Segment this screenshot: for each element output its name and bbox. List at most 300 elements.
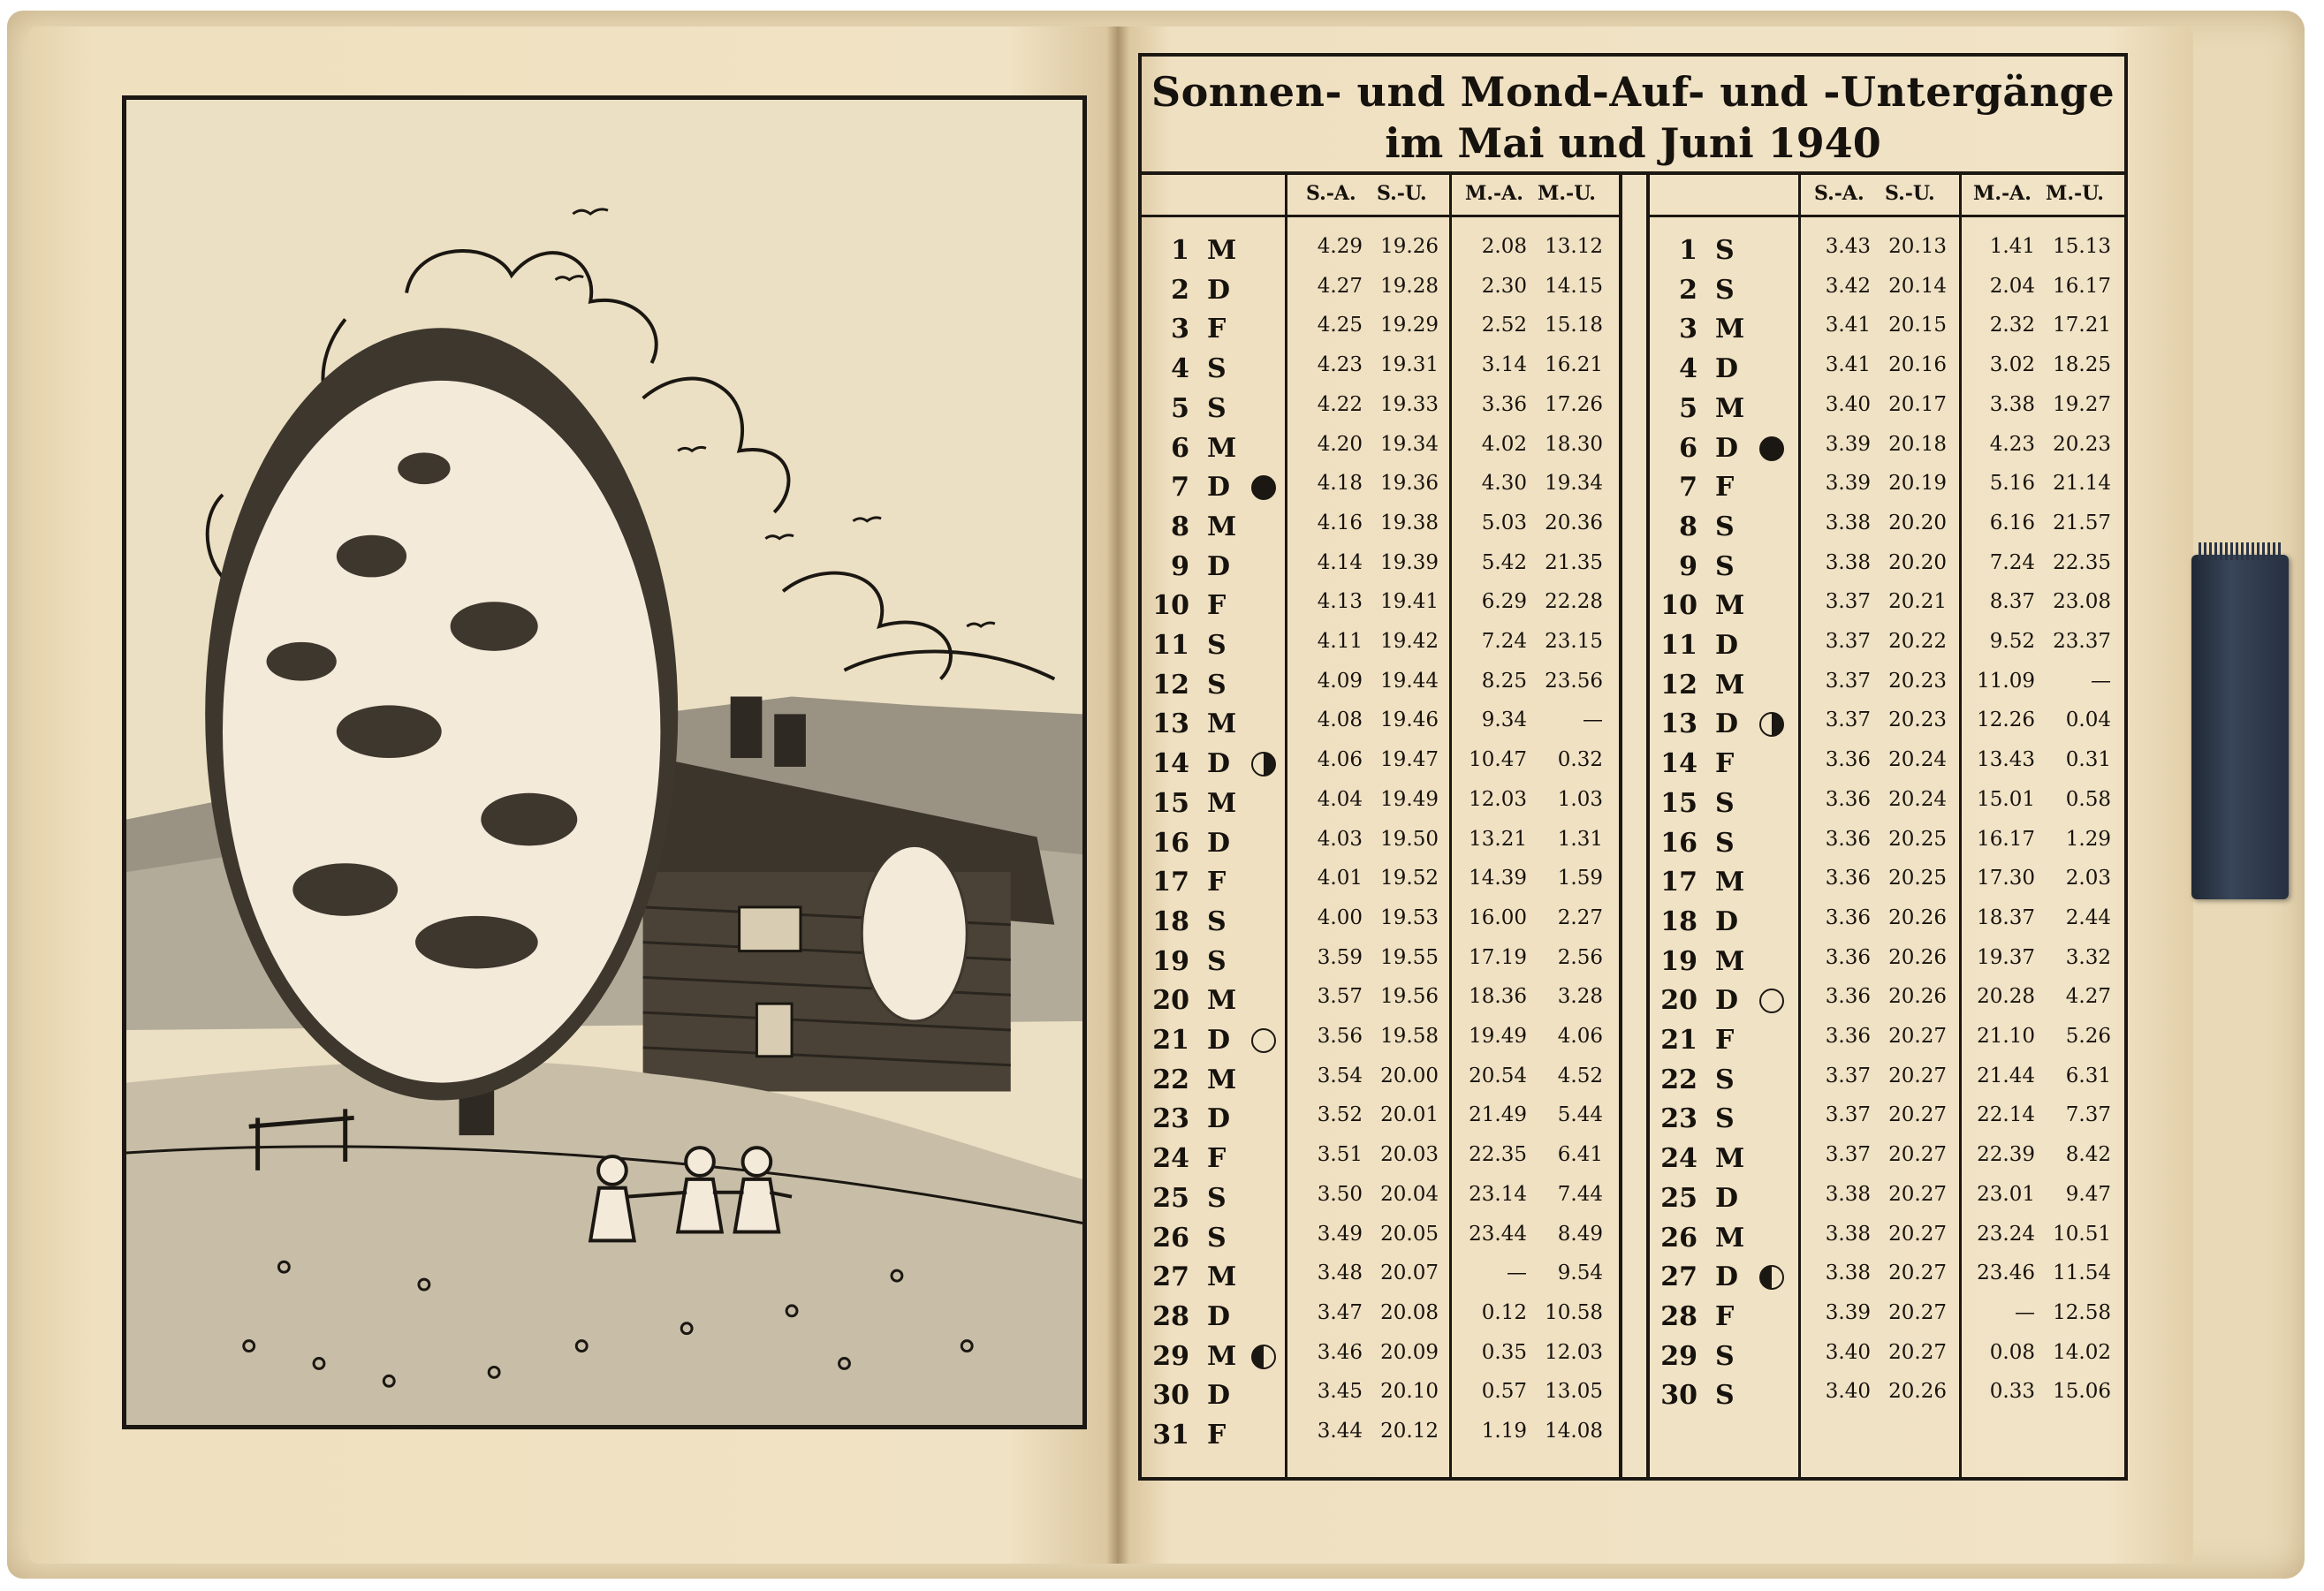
sunrise-time: 3.37: [1825, 708, 1871, 732]
weekday-letter: S: [1207, 630, 1227, 661]
moonset-time: 23.08: [2053, 590, 2111, 614]
moonrise-time: 3.36: [1481, 392, 1527, 416]
weekday-letter: F: [1207, 590, 1227, 622]
day-number: 8: [1679, 511, 1697, 542]
moonset-time: 23.56: [1545, 669, 1603, 693]
month-divider: [1619, 175, 1650, 1477]
day-number: 27: [1152, 1261, 1189, 1293]
table-row: [1650, 861, 2124, 901]
moonrise-time: 5.42: [1481, 550, 1527, 574]
june-header-row: [1650, 175, 2124, 217]
moonrise-time: 4.02: [1481, 432, 1527, 456]
sunset-time: 20.19: [1888, 472, 1947, 496]
table-row: [1142, 428, 1619, 467]
moonset-time: 0.32: [1557, 748, 1603, 772]
sunrise-time: 3.36: [1825, 787, 1871, 811]
weekday-letter: D: [1715, 353, 1739, 385]
sunset-time: 20.10: [1380, 1380, 1439, 1404]
weekday-letter: S: [1715, 511, 1735, 542]
weekday-letter: S: [1207, 392, 1227, 424]
day-number: 1: [1171, 235, 1189, 266]
moonset-time: 20.23: [2053, 432, 2111, 456]
sunset-time: 20.25: [1888, 827, 1947, 851]
sunrise-time: 3.36: [1825, 748, 1871, 772]
sunrise-time: 4.22: [1317, 392, 1363, 416]
moonset-time: 2.44: [2065, 905, 2111, 929]
sunset-time: 20.26: [1888, 1380, 1947, 1404]
weekday-letter: D: [1715, 905, 1739, 937]
day-number: 1: [1679, 235, 1697, 266]
moonrise-time: 0.12: [1481, 1300, 1527, 1324]
table-row: [1142, 269, 1619, 309]
moonset-time: 22.28: [1545, 590, 1603, 614]
table-row: [1650, 703, 2124, 743]
sunset-time: 19.50: [1380, 827, 1439, 851]
table-row: [1650, 348, 2124, 388]
weekday-letter: F: [1715, 1300, 1735, 1332]
day-number: 15: [1660, 787, 1697, 819]
table-row: [1650, 1296, 2124, 1336]
table-row: [1142, 1296, 1619, 1336]
weekday-letter: F: [1207, 1143, 1227, 1175]
weekday-letter: D: [1207, 827, 1231, 859]
sunset-time: 19.29: [1380, 314, 1439, 337]
sunset-time: 20.15: [1888, 314, 1947, 337]
day-number: 19: [1152, 945, 1189, 977]
sunrise-time: 3.41: [1825, 353, 1871, 377]
weekday-letter: F: [1207, 1420, 1227, 1451]
moonset-time: 15.13: [2053, 235, 2111, 258]
sunrise-time: 3.45: [1317, 1380, 1363, 1404]
day-number: 25: [1660, 1182, 1697, 1214]
moonset-time: 21.14: [2053, 472, 2111, 496]
book-gutter: [1106, 27, 1129, 1564]
sunrise-time: 4.03: [1317, 827, 1363, 851]
moonrise-time: 3.02: [1989, 353, 2035, 377]
moonrise-time: 22.39: [1977, 1143, 2035, 1167]
sunset-time: 19.39: [1380, 550, 1439, 574]
moonrise-time: 2.52: [1481, 314, 1527, 337]
moonrise-time: 16.17: [1977, 827, 2035, 851]
weekday-letter: F: [1715, 748, 1735, 780]
sunrise-time: 3.39: [1825, 432, 1871, 456]
moonset-time: 19.27: [2053, 392, 2111, 416]
sunset-time: 20.27: [1888, 1064, 1947, 1087]
sunrise-time: 3.40: [1825, 1380, 1871, 1404]
weekday-letter: M: [1207, 787, 1237, 819]
moonrise-time: 9.52: [1989, 630, 2035, 653]
sunrise-time: 3.40: [1825, 1340, 1871, 1364]
weekday-letter: D: [1207, 1300, 1231, 1332]
moonset-time: 6.41: [1557, 1143, 1603, 1167]
day-number: 6: [1171, 432, 1189, 464]
weekday-letter: M: [1207, 1064, 1237, 1095]
weekday-letter: S: [1207, 1182, 1227, 1214]
weekday-letter: S: [1715, 550, 1735, 582]
sunrise-time: 3.56: [1317, 1025, 1363, 1048]
moonset-time: 1.31: [1557, 827, 1603, 851]
weekday-letter: F: [1715, 472, 1735, 504]
moonset-time: 2.27: [1557, 905, 1603, 929]
day-number: 31: [1152, 1420, 1189, 1451]
weekday-letter: S: [1207, 905, 1227, 937]
weekday-letter: M: [1715, 1143, 1745, 1175]
weekday-letter: D: [1207, 748, 1231, 780]
moonset-time: 1.59: [1557, 867, 1603, 890]
bookmark-ribbon: [2191, 555, 2289, 899]
table-row: [1650, 1336, 2124, 1375]
moonset-time: 23.37: [2053, 630, 2111, 653]
sunset-time: 19.49: [1380, 787, 1439, 811]
weekday-letter: S: [1715, 274, 1735, 306]
sunset-time: 20.07: [1380, 1261, 1439, 1285]
sunset-time: 20.14: [1888, 274, 1947, 298]
moonrise-time: 13.21: [1469, 827, 1527, 851]
day-number: 15: [1152, 787, 1189, 819]
table-row: [1142, 664, 1619, 704]
sunrise-time: 4.16: [1317, 511, 1363, 534]
sunset-time: 20.16: [1888, 353, 1947, 377]
day-number: 26: [1152, 1222, 1189, 1254]
sunset-time: 19.41: [1380, 590, 1439, 614]
table-row: [1142, 466, 1619, 506]
weekday-letter: M: [1715, 314, 1745, 345]
sunrise-time: 3.36: [1825, 867, 1871, 890]
day-number: 22: [1660, 1064, 1697, 1095]
day-number: 9: [1679, 550, 1697, 582]
moonset-time: —: [2091, 669, 2111, 693]
weekday-letter: S: [1715, 1103, 1735, 1135]
sunrise-time: 3.43: [1825, 235, 1871, 258]
weekday-letter: S: [1715, 235, 1735, 266]
weekday-letter: D: [1715, 630, 1739, 661]
sunset-time: 19.26: [1380, 235, 1439, 258]
sunset-time: 20.20: [1888, 550, 1947, 574]
sunset-time: 19.42: [1380, 630, 1439, 653]
moonset-time: 16.17: [2053, 274, 2111, 298]
sunset-time: 19.53: [1380, 905, 1439, 929]
table-row: [1650, 822, 2124, 862]
moonset-time: 14.02: [2053, 1340, 2111, 1364]
moonset-time: 15.06: [2053, 1380, 2111, 1404]
moonset-time: 4.06: [1557, 1025, 1603, 1048]
weekday-letter: M: [1715, 945, 1745, 977]
moonset-time: 3.32: [2065, 945, 2111, 969]
moonrise-time: 1.19: [1481, 1420, 1527, 1443]
sunset-time: 20.27: [1888, 1182, 1947, 1206]
day-number: 28: [1152, 1300, 1189, 1332]
sunset-time: 20.27: [1888, 1300, 1947, 1324]
sunset-time: 20.05: [1380, 1222, 1439, 1246]
sunrise-time: 4.14: [1317, 550, 1363, 574]
day-number: 21: [1660, 1025, 1697, 1056]
moonrise-time: 18.36: [1469, 985, 1527, 1009]
moonset-time: 12.03: [1545, 1340, 1603, 1364]
table-row: [1142, 1098, 1619, 1138]
table-row: [1142, 1059, 1619, 1099]
sunrise-time: 3.38: [1825, 550, 1871, 574]
moonset-time: 15.18: [1545, 314, 1603, 337]
moonrise-time: 11.09: [1977, 669, 2035, 693]
table-row: [1650, 1138, 2124, 1178]
sunset-time: 20.25: [1888, 867, 1947, 890]
sunset-time: 20.17: [1888, 392, 1947, 416]
moonrise-time: 21.44: [1977, 1064, 2035, 1087]
sunset-time: 19.47: [1380, 748, 1439, 772]
moonset-time: 2.03: [2065, 867, 2111, 890]
sunrise-time: 3.54: [1317, 1064, 1363, 1087]
day-number: 13: [1660, 708, 1697, 740]
moonset-time: 10.58: [1545, 1300, 1603, 1324]
moonset-time: 8.42: [2065, 1143, 2111, 1167]
table-row: [1650, 269, 2124, 309]
day-number: 28: [1660, 1300, 1697, 1332]
moonset-time: 13.12: [1545, 235, 1603, 258]
sunrise-time: 3.36: [1825, 985, 1871, 1009]
moonrise-time: —: [1507, 1261, 1527, 1285]
moonrise-time: 7.24: [1989, 550, 2035, 574]
moonrise-time: 23.44: [1469, 1222, 1527, 1246]
sunrise-time: 4.04: [1317, 787, 1363, 811]
sunrise-time: 4.18: [1317, 472, 1363, 496]
sunset-time: 20.12: [1380, 1420, 1439, 1443]
moonset-time: 22.35: [2053, 550, 2111, 574]
weekday-letter: M: [1207, 708, 1237, 740]
day-number: 18: [1660, 905, 1697, 937]
day-number: 25: [1152, 1182, 1189, 1214]
sunset-time: 20.04: [1380, 1182, 1439, 1206]
day-number: 20: [1152, 985, 1189, 1017]
weekday-letter: S: [1207, 669, 1227, 701]
sunrise-time: 3.37: [1825, 1143, 1871, 1167]
sunset-time: 19.28: [1380, 274, 1439, 298]
table-row: [1650, 428, 2124, 467]
sunrise-time: 3.37: [1825, 630, 1871, 653]
day-number: 17: [1152, 867, 1189, 898]
moonrise-time: 7.24: [1481, 630, 1527, 653]
table-row: [1650, 308, 2124, 348]
moonset-time: 13.05: [1545, 1380, 1603, 1404]
weekday-letter: M: [1207, 1261, 1237, 1293]
table-row: [1142, 348, 1619, 388]
sunrise-time: 3.36: [1825, 945, 1871, 969]
weekday-letter: D: [1715, 1261, 1739, 1293]
weekday-letter: M: [1207, 235, 1237, 266]
moonset-time: 16.21: [1545, 353, 1603, 377]
moonrise-time: 16.00: [1469, 905, 1527, 929]
moonrise-time: 12.03: [1469, 787, 1527, 811]
moon-phase-icon: [1759, 1265, 1784, 1290]
moonrise-time: 23.01: [1977, 1182, 2035, 1206]
table-row: [1142, 1019, 1619, 1059]
weekday-letter: S: [1207, 945, 1227, 977]
day-number: 21: [1152, 1025, 1189, 1056]
table-row: [1650, 664, 2124, 704]
moonrise-time: 5.03: [1481, 511, 1527, 534]
moonset-time: 5.26: [2065, 1025, 2111, 1048]
day-number: 9: [1171, 550, 1189, 582]
table-row: [1650, 980, 2124, 1019]
weekday-letter: M: [1715, 1222, 1745, 1254]
table-row: [1650, 941, 2124, 981]
moonset-time: 4.27: [2065, 985, 2111, 1009]
moonset-time: 23.15: [1545, 630, 1603, 653]
sunset-time: 20.23: [1888, 708, 1947, 732]
moonset-time: 21.35: [1545, 550, 1603, 574]
table-row: [1142, 941, 1619, 981]
sunset-time: 20.08: [1380, 1300, 1439, 1324]
moonrise-time: 8.25: [1481, 669, 1527, 693]
moon-phase-icon: [1251, 475, 1276, 500]
sunset-time: 20.27: [1888, 1222, 1947, 1246]
sunrise-time: 3.47: [1317, 1300, 1363, 1324]
sunrise-time: 3.36: [1825, 905, 1871, 929]
sunrise-time: 3.51: [1317, 1143, 1363, 1167]
table-row: [1142, 1256, 1619, 1296]
sunrise-time: 4.29: [1317, 235, 1363, 258]
day-number: 11: [1152, 630, 1189, 661]
weekday-letter: D: [1207, 550, 1231, 582]
table-row: [1650, 1217, 2124, 1257]
table-row: [1142, 585, 1619, 625]
weekday-letter: D: [1715, 1182, 1739, 1214]
sunset-time: 19.46: [1380, 708, 1439, 732]
sunrise-time: 3.38: [1825, 1261, 1871, 1285]
sunrise-time: 4.20: [1317, 432, 1363, 456]
day-number: 29: [1152, 1340, 1189, 1372]
weekday-letter: M: [1207, 511, 1237, 542]
day-number: 7: [1171, 472, 1189, 504]
moonset-time: 1.29: [2065, 827, 2111, 851]
day-number: 20: [1660, 985, 1697, 1017]
moonrise-time: 0.08: [1989, 1340, 2035, 1364]
sunset-time: 19.55: [1380, 945, 1439, 969]
table-row: [1650, 1059, 2124, 1099]
sunset-time: 20.03: [1380, 1143, 1439, 1167]
weekday-letter: D: [1207, 274, 1231, 306]
day-number: 7: [1679, 472, 1697, 504]
day-number: 10: [1152, 590, 1189, 622]
moonset-time: 20.36: [1545, 511, 1603, 534]
weekday-letter: S: [1715, 1064, 1735, 1095]
sunrise-time: 3.36: [1825, 1025, 1871, 1048]
day-number: 29: [1660, 1340, 1697, 1372]
table-row: [1142, 1414, 1619, 1454]
day-number: 5: [1171, 392, 1189, 424]
day-number: 14: [1152, 748, 1189, 780]
sunrise-time: 4.06: [1317, 748, 1363, 772]
weekday-letter: S: [1715, 827, 1735, 859]
weekday-letter: D: [1207, 1103, 1231, 1135]
moonrise-time: 9.34: [1481, 708, 1527, 732]
moonset-time: 12.58: [2053, 1300, 2111, 1324]
weekday-letter: F: [1207, 314, 1227, 345]
moonset-time: 10.51: [2053, 1222, 2111, 1246]
moonset-time: 7.44: [1557, 1182, 1603, 1206]
moon-phase-icon: [1251, 1028, 1276, 1053]
june-column: [1650, 175, 2124, 1477]
sunset-time: 19.44: [1380, 669, 1439, 693]
moonrise-time: 22.14: [1977, 1103, 2035, 1127]
day-number: 16: [1152, 827, 1189, 859]
moonrise-time: 3.38: [1989, 392, 2035, 416]
moonrise-time: 20.54: [1469, 1064, 1527, 1087]
sunrise-time: 3.42: [1825, 274, 1871, 298]
sunset-time: 20.22: [1888, 630, 1947, 653]
day-number: 3: [1679, 314, 1697, 345]
weekday-letter: S: [1715, 1340, 1735, 1372]
moonset-time: 19.34: [1545, 472, 1603, 496]
table-row: [1142, 1217, 1619, 1257]
weekday-letter: M: [1715, 590, 1745, 622]
moonset-time: 17.26: [1545, 392, 1603, 416]
table-row: [1142, 388, 1619, 428]
moonrise-time: 17.19: [1469, 945, 1527, 969]
moonset-time: 6.31: [2065, 1064, 2111, 1087]
header-sunrise: S.-A.: [1814, 182, 1865, 205]
weekday-letter: S: [1715, 787, 1735, 819]
weekday-letter: D: [1715, 708, 1739, 740]
table-row: [1650, 546, 2124, 586]
table-row: [1142, 1336, 1619, 1375]
sunset-time: 20.27: [1888, 1340, 1947, 1364]
table-row: [1142, 703, 1619, 743]
sunrise-time: 3.38: [1825, 1222, 1871, 1246]
title-line-1: Sonnen- und Mond-Auf- und -Untergänge: [1151, 68, 2115, 116]
sunrise-time: 3.57: [1317, 985, 1363, 1009]
moonrise-time: 10.47: [1469, 748, 1527, 772]
moon-phase-icon: [1759, 989, 1784, 1013]
table-row: [1142, 506, 1619, 546]
day-number: 30: [1660, 1380, 1697, 1412]
moonrise-time: 17.30: [1977, 867, 2035, 890]
moonrise-time: 22.35: [1469, 1143, 1527, 1167]
table-row: [1142, 743, 1619, 783]
day-number: 5: [1679, 392, 1697, 424]
moonrise-time: 23.46: [1977, 1261, 2035, 1285]
table-row: [1142, 1178, 1619, 1217]
moonrise-time: 14.39: [1469, 867, 1527, 890]
sunset-time: 20.24: [1888, 748, 1947, 772]
moonset-time: 9.47: [2065, 1182, 2111, 1206]
weekday-letter: M: [1715, 392, 1745, 424]
header-sunset: S.-U.: [1377, 182, 1427, 205]
moonset-time: 17.21: [2053, 314, 2111, 337]
sunrise-time: 4.01: [1317, 867, 1363, 890]
moonrise-time: 20.28: [1977, 985, 2035, 1009]
sunset-time: 20.24: [1888, 787, 1947, 811]
day-number: 2: [1679, 274, 1697, 306]
sunset-time: 20.18: [1888, 432, 1947, 456]
sunrise-time: 4.00: [1317, 905, 1363, 929]
sunset-time: 20.09: [1380, 1340, 1439, 1364]
weekday-letter: M: [1715, 867, 1745, 898]
weekday-letter: M: [1207, 432, 1237, 464]
sunrise-time: 4.13: [1317, 590, 1363, 614]
moonrise-time: 0.33: [1989, 1380, 2035, 1404]
day-number: 22: [1152, 1064, 1189, 1095]
table-row: [1142, 625, 1619, 664]
moonrise-time: 0.57: [1481, 1380, 1527, 1404]
day-number: 12: [1152, 669, 1189, 701]
sunrise-time: 4.09: [1317, 669, 1363, 693]
weekday-letter: F: [1715, 1025, 1735, 1056]
table-row: [1142, 822, 1619, 862]
moonrise-time: 13.43: [1977, 748, 2035, 772]
moonrise-time: 0.35: [1481, 1340, 1527, 1364]
table-row: [1650, 901, 2124, 941]
day-number: 30: [1152, 1380, 1189, 1412]
